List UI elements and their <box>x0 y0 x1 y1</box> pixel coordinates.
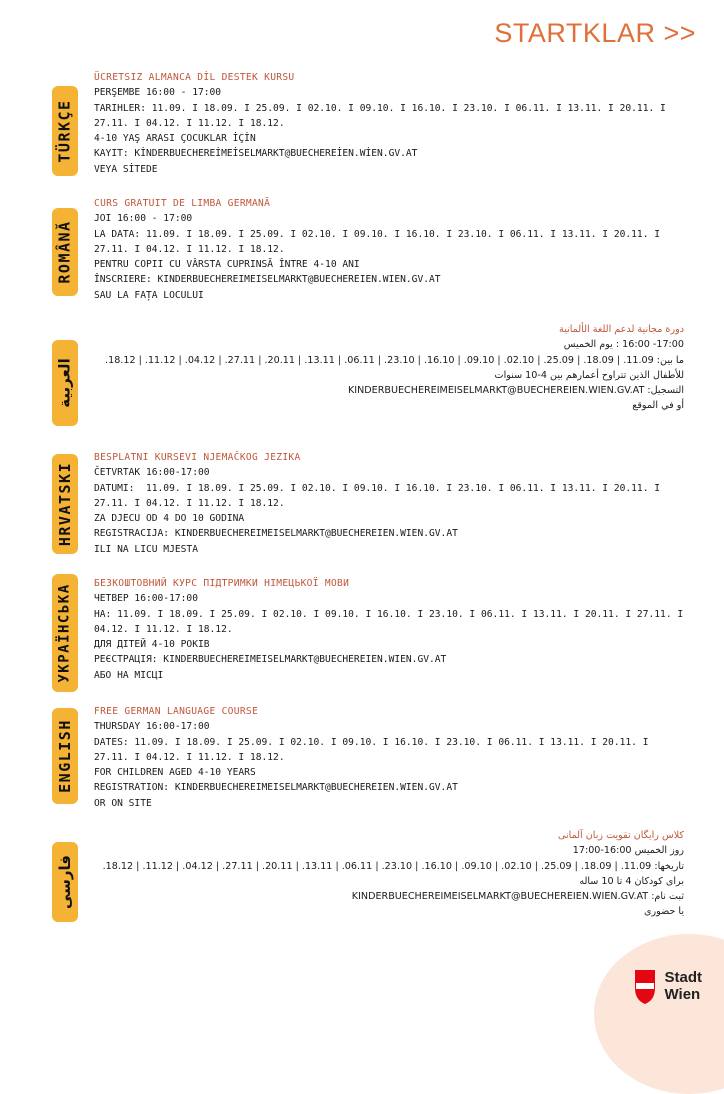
course-title: دورة مجانية لدعم اللغة الألمانية <box>559 324 684 335</box>
dates-line: TARIHLER: 11.09. I 18.09. I 25.09. I 02.10. I 09.10. I 16.10. I 23.10. I 06.11. I 13.11. I 20.11. I 27.11. I 04.12. I 11.12. I 18.12. <box>94 102 672 129</box>
language-label: فارسی <box>56 854 74 910</box>
age-line: 4-10 YAŞ ARASI ÇOCUKLAR İÇİN <box>94 133 256 145</box>
onsite-line: ILI NA LICU MJESTA <box>94 543 198 555</box>
language-label: HRVATSKI <box>56 461 74 547</box>
dates-line: ما بين: 11.09. | 18.09. | 25.09. | 02.10. | 09.10. | 16.10. | 23.10. | 06.11. | 13.11. | 20.11. | 27.11. | 04.12. | 11.12. | 18.12. <box>105 354 684 366</box>
age-line: للأطفال الذين تتراوح أعمارهم بين 4-10 سنوات <box>494 369 684 381</box>
schedule-line: روز الخمیس 16:00-17:00 <box>572 845 684 857</box>
logo-line-wien: Wien <box>664 986 701 1003</box>
section-turkce <box>0 68 724 178</box>
language-tab-hrvatski <box>52 454 78 554</box>
language-tab-arabic <box>52 340 78 426</box>
age-line: ДЛЯ ДІТЕЙ 4-10 РОКІВ <box>94 639 210 651</box>
section-content <box>94 70 684 177</box>
age-line: FOR CHILDREN AGED 4-10 YEARS <box>94 767 256 779</box>
section-content <box>94 828 684 920</box>
language-tab-english <box>52 708 78 804</box>
section-content <box>94 576 689 683</box>
onsite-line: VEYA SİTEDE <box>94 163 158 175</box>
section-content <box>94 196 684 303</box>
section-content <box>94 450 684 557</box>
logo-line-stadt: Stadt <box>664 969 702 986</box>
course-title: ÜCRETSIZ ALMANCA DİL DESTEK KURSU <box>94 72 295 83</box>
language-label: ENGLISH <box>56 719 74 793</box>
logo-text <box>665 969 703 1003</box>
schedule-line: THURSDAY 16:00-17:00 <box>94 721 210 733</box>
language-tab-farsi <box>52 842 78 922</box>
schedule-line: JOI 16:00 - 17:00 <box>94 213 193 225</box>
schedule-line: ЧЕТВЕР 16:00-17:00 <box>94 593 198 605</box>
stadt-wien-logo <box>633 966 703 1006</box>
language-label: ROMÂNĂ <box>56 220 74 284</box>
age-line: PENTRU COPII CU VÂRSTA CUPRINSĂ ÎNTRE 4-10 ANI <box>94 259 360 271</box>
section-farsi <box>0 826 724 936</box>
schedule-line: PERŞEMBE 16:00 - 17:00 <box>94 87 222 99</box>
language-tab-ukrainian <box>52 574 78 692</box>
dates-line: НА: 11.09. I 18.09. I 25.09. I 02.10. I 09.10. I 16.10. I 23.10. I 06.11. I 13.11. I 20.11. I 27.11. I 04.12. I 11.12. I 18.12. <box>94 608 689 635</box>
course-title: CURS GRATUIT DE LIMBA GERMANĂ <box>94 198 271 209</box>
language-tab-turkce <box>52 86 78 176</box>
section-content <box>94 322 684 414</box>
language-tab-romana <box>52 208 78 296</box>
section-english <box>0 702 724 812</box>
age-line: ZA DJECU OD 4 DO 10 GODINA <box>94 513 245 525</box>
language-label: العربية <box>56 358 74 408</box>
page-title: STARTKLAR >> <box>494 18 696 48</box>
schedule-line: ČETVRTAK 16:00-17:00 <box>94 467 210 479</box>
vienna-shield-icon <box>633 966 657 1006</box>
registration-line: РЕЄСТРАЦІЯ: KINDERBUECHEREIMEISELMARKT@BUECHEREIEN.WIEN.GV.AT <box>94 654 447 666</box>
course-title: FREE GERMAN LANGUAGE COURSE <box>94 706 259 717</box>
registration-line: التسجيل: KINDERBUECHEREIMEISELMARKT@BUECHEREIEN.WIEN.GV.AT <box>347 385 684 397</box>
section-hrvatski <box>0 448 724 558</box>
language-label: TÜRKÇE <box>56 99 74 163</box>
onsite-line: SAU LA FAȚA LOCULUI <box>94 289 204 301</box>
section-romana <box>0 194 724 304</box>
dates-line: تاریخها: 11.09. | 18.09. | 25.09. | 02.10. | 09.10. | 16.10. | 23.10. | 06.11. | 13.11. | 20.11. | 27.11. | 04.12. | 11.12. | 18.12. <box>102 860 684 872</box>
registration-line: REGISTRACIJA: KINDERBUECHEREIMEISELMARKT@BUECHEREIEN.WIEN.GV.AT <box>94 528 458 540</box>
course-title: БЕЗКОШТОВНИЙ КУРС ПІДТРИМКИ НІМЕЦЬКОЇ МОВИ <box>94 578 350 589</box>
course-title: کلاس رایگان تقویت زبان آلمانی <box>557 830 684 841</box>
dates-line: DATUMI: 11.09. I 18.09. I 25.09. I 02.10. I 09.10. I 16.10. I 23.10. I 06.11. I 13.11. I 20.11. I 27.11. I 04.12. I 11.12. I 18.12. <box>94 482 666 509</box>
onsite-line: یا حضوری <box>644 906 684 918</box>
onsite-line: АБО НА МІСЦІ <box>94 669 164 681</box>
registration-line: REGISTRATION: KINDERBUECHEREIMEISELMARKT@BUECHEREIEN.WIEN.GV.AT <box>94 782 458 794</box>
corner-decoration <box>594 934 724 1094</box>
onsite-line: أو في الموقع <box>632 400 684 412</box>
dates-line: LA DATA: 11.09. I 18.09. I 25.09. I 02.10. I 09.10. I 16.10. I 23.10. I 06.11. I 13.11. I 20.11. I 27.11. I 04.12. I 11.12. I 18.12. <box>94 228 666 255</box>
dates-line: DATES: 11.09. I 18.09. I 25.09. I 02.10. I 09.10. I 16.10. I 23.10. I 06.11. I 13.11. I 20.11. I 27.11. I 04.12. I 11.12. I 18.12. <box>94 736 655 763</box>
section-content <box>94 704 684 811</box>
section-arabic <box>0 320 724 430</box>
registration-line: KAYIT: KİNDERBUECHEREİMEİSELMARKT@BUECHEREİEN.WİEN.GV.AT <box>94 148 418 160</box>
onsite-line: OR ON SITE <box>94 797 152 809</box>
registration-line: ثبت نام: KINDERBUECHEREIMEISELMARKT@BUECHEREIEN.WIEN.GV.AT <box>351 891 684 903</box>
section-ukrainian <box>0 574 724 696</box>
schedule-line: 17:00- 16:00 : يوم الخميس <box>563 339 684 351</box>
course-title: BESPLATNI KURSEVI NJEMAČKOG JEZIKA <box>94 452 301 463</box>
registration-line: ÎNSCRIERE: KINDERBUECHEREIMEISELMARKT@BUECHEREIEN.WIEN.GV.AT <box>94 274 441 286</box>
language-label: УКРАЇНСЬКА <box>57 583 74 683</box>
age-line: برای کودکان 4 تا 10 ساله <box>579 875 684 887</box>
